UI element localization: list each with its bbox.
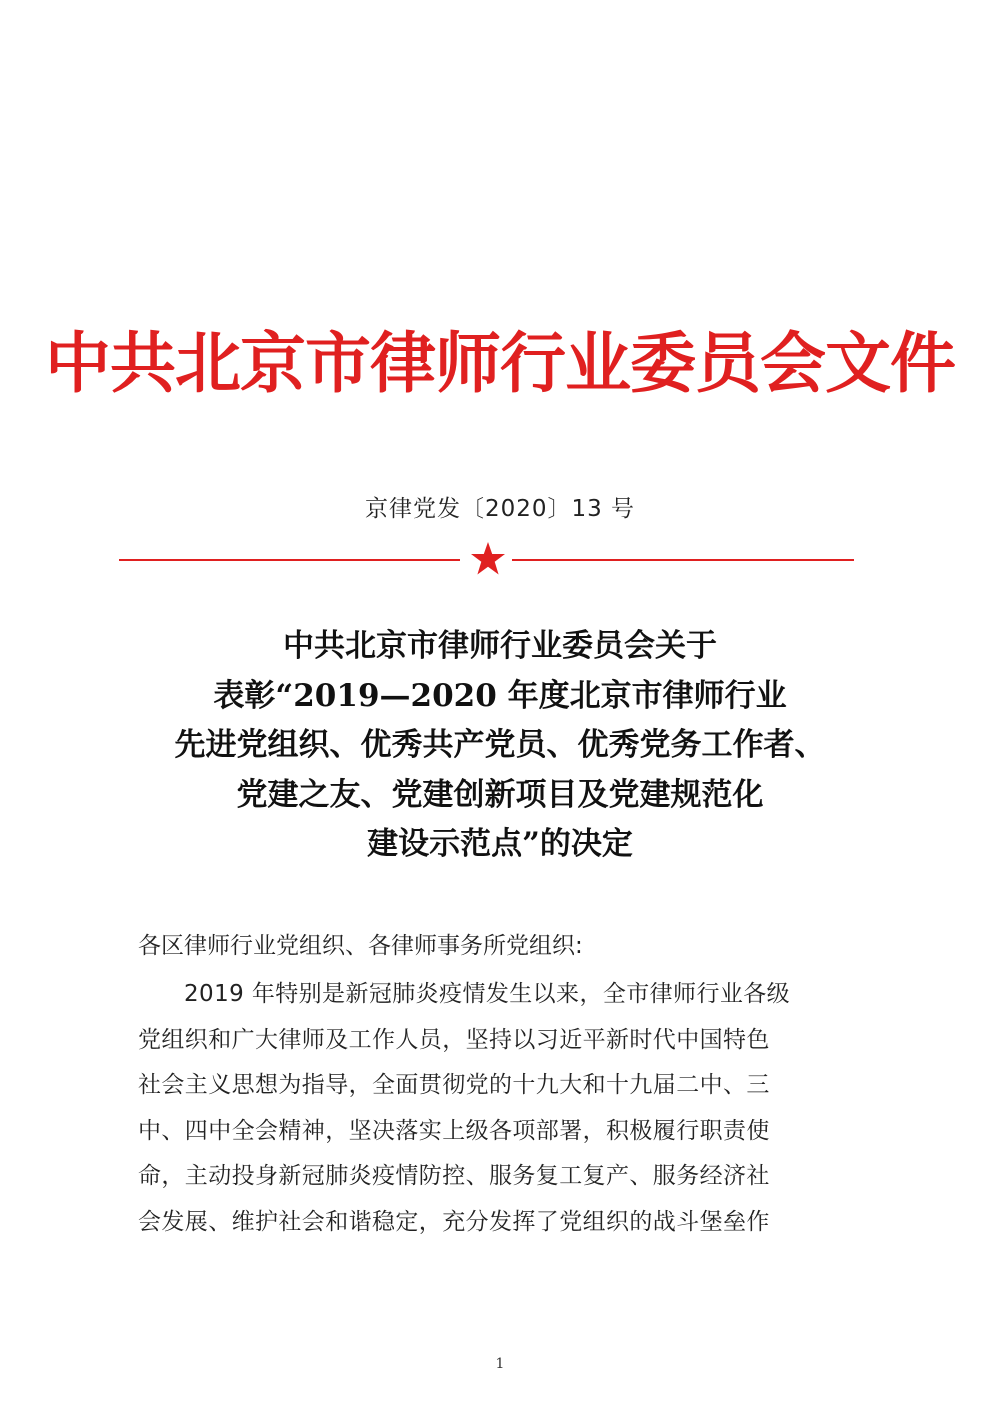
- body-line: 命，主动投身新冠肺炎疫情防控、服务复工复产、服务经济社: [138, 1163, 770, 1189]
- title-line: 建设示范点”的决定: [367, 826, 633, 862]
- body-line: 2019 年特别是新冠肺炎疫情发生以来，全市律师行业各级: [184, 981, 791, 1007]
- divider-line-left: [119, 559, 460, 561]
- masthead-title: 中共北京市律师行业委员会文件: [45, 324, 955, 402]
- title-line: 中共北京市律师行业委员会关于: [283, 628, 717, 664]
- body-paragraph: [138, 972, 868, 1245]
- body-line: 党组织和广大律师及工作人员，坚持以习近平新时代中国特色: [138, 1026, 770, 1053]
- body-line: 社会主义思想为指导，全面贯彻党的十九大和十九届二中、三: [138, 1072, 770, 1098]
- document-number: 京律党发〔2020〕13 号: [364, 496, 636, 522]
- star-icon: [470, 541, 506, 577]
- salutation: 各区律师行业党组织、各律师事务所党组织:: [138, 933, 583, 959]
- title-line: 表彰“2019—2020 年度北京市律师行业: [213, 677, 787, 714]
- document-title: [100, 622, 900, 870]
- body-line: 中、四中全会精神，坚决落实上级各项部署，积极履行职责使: [138, 1117, 770, 1144]
- title-line: 先进党组织、优秀共产党员、优秀党务工作者、: [174, 727, 826, 763]
- title-line: 党建之友、党建创新项目及党建规范化: [236, 776, 764, 813]
- divider-line-right: [512, 559, 854, 561]
- body-line: 会发展、维护社会和谐稳定，充分发挥了党组织的战斗堡垒作: [138, 1208, 770, 1235]
- page-number: 1: [495, 1356, 505, 1372]
- star-shape: [471, 542, 505, 575]
